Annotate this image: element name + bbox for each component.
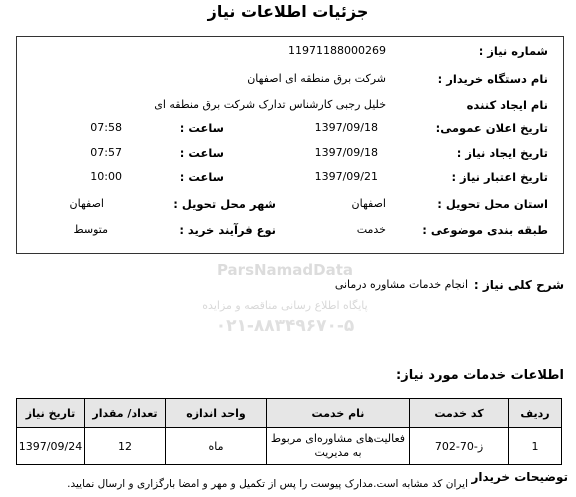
buyer-notes-label: توضیحات خریدار [471,470,568,484]
need-info-box [16,36,564,254]
valid-date-value: 1397/09/21 [314,170,378,183]
services-table [16,398,562,465]
cell-row-number: 1 [509,428,562,465]
category-value: خدمت [356,223,386,236]
announce-time-label: ساعت : [179,121,224,135]
watermark-brand: ParsNamadData [216,261,354,279]
col-header-row-number: ردیف [509,399,562,428]
announce-date-label: تاریخ اعلان عمومی: [435,121,548,135]
cell-need-date: 1397/09/24 [17,428,85,465]
cell-service-name: فعالیت‌های مشاوره‌ای مربوط به مدیریت [267,428,410,465]
valid-time-value: 10:00 [90,170,122,183]
col-header-unit: واحد اندازه [166,399,267,428]
category-label: طبقه بندی موضوعی : [422,223,548,237]
watermark [160,262,410,334]
announce-date-value: 1397/09/18 [314,121,378,134]
summary-label: شرح کلی نیاز : [473,278,564,292]
col-header-service-code: کد خدمت [410,399,509,428]
create-date-value: 1397/09/18 [314,146,378,159]
valid-time-label: ساعت : [179,170,224,184]
col-header-need-date: تاریخ نیاز [17,399,85,428]
services-section-title: اطلاعات خدمات مورد نیاز: [396,368,564,383]
announce-time-value: 07:58 [90,121,122,134]
create-time-value: 07:57 [90,146,122,159]
province-label: استان محل تحویل : [437,197,548,211]
summary-value: انجام خدمات مشاوره درمانی [334,278,468,291]
cell-service-code: ز-70-702 [410,428,509,465]
creator-value: خلیل رجبی کارشناس تدارک شرکت برق منطقه ای [154,98,386,111]
col-header-service-name: نام خدمت [267,399,410,428]
col-header-quantity: تعداد/ مقدار [85,399,166,428]
page-title: جزئیات اطلاعات نیاز [207,2,369,21]
create-date-label: تاریخ ایجاد نیاز : [456,146,548,160]
watermark-phone: ۰۲۱-۸۸۳۴۹۶۷۰-۵ [215,316,355,336]
table-header-row [17,399,562,428]
city-value: اصفهان [69,197,104,210]
need-number-value: 11971188000269 [288,44,386,57]
watermark-tagline: پایگاه اطلاع رسانی مناقصه و مزایده [202,299,368,312]
need-number-label: شماره نیاز : [478,44,548,58]
buyer-org-label: نام دستگاه خریدار : [437,72,548,86]
process-value: متوسط [73,223,108,236]
province-value: اصفهان [351,197,386,210]
buyer-org-value: شرکت برق منطقه ای اصفهان [247,72,386,85]
process-label: نوع فرآیند خرید : [179,223,276,237]
valid-date-label: تاریخ اعتبار نیاز : [451,170,548,184]
cell-quantity: 12 [85,428,166,465]
table-row [17,428,562,465]
city-label: شهر محل تحویل : [173,197,276,211]
cell-unit: ماه [166,428,267,465]
buyer-notes-value: ایران کد مشابه است.مدارک پیوست را پس از تکمیل و مهر و امضا بارگزاری و ارسال نمایید. [67,478,468,490]
create-time-label: ساعت : [179,146,224,160]
creator-label: نام ایجاد کننده [466,98,548,112]
